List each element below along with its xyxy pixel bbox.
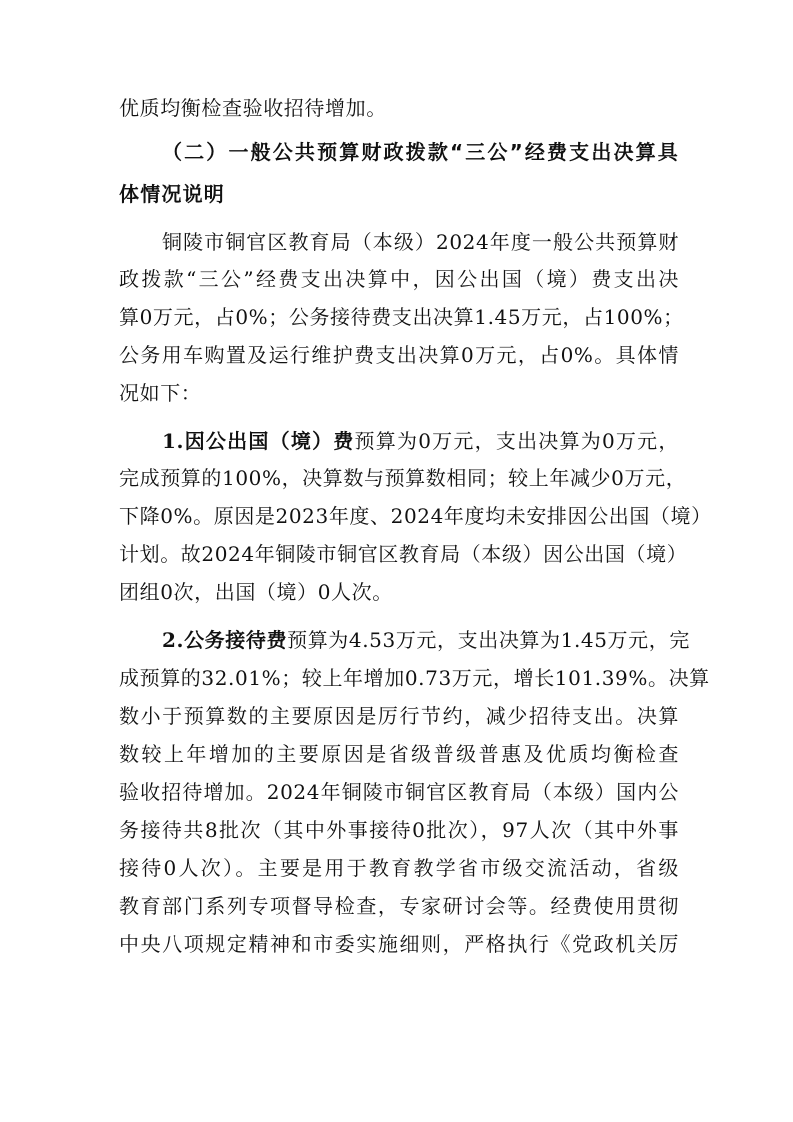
item-1-label: 1.因公出国（境）费 <box>162 429 355 453</box>
paragraph-3-line-1 <box>162 626 690 654</box>
paragraph-2-line-4: 计划。故2024年铜陵市铜官区教育局（本级）因公出国（境） <box>119 542 688 566</box>
item-1-text: 预算为0万元，支出决算为0万元， <box>354 429 679 453</box>
paragraph-3-line-3: 数小于预算数的主要原因是厉行节约，减少招待支出。决算 <box>119 704 679 728</box>
item-2-label: 2.公务接待费 <box>162 628 288 652</box>
paragraph-0-line-1: 优质均衡检查验收招待增加。 <box>119 96 387 120</box>
paragraph-1-line-5: 况如下： <box>119 381 202 405</box>
paragraph-3-line-2: 成预算的32.01%；较上年增加0.73万元，增长101.39%。决算 <box>119 666 710 690</box>
paragraph-3-line-8: 教育部门系列专项督导检查，专家研讨会等。经费使用贯彻 <box>119 894 679 918</box>
paragraph-2-line-5: 团组0次，出国（境）0人次。 <box>119 580 393 604</box>
paragraph-1-line-4: 公务用车购置及运行维护费支出决算0万元，占0%。具体情 <box>119 343 679 367</box>
paragraph-1-line-3: 算0万元，占0%；公务接待费支出决算1.45万元，占100%； <box>119 305 684 329</box>
section-heading-line-2: 体情况说明 <box>119 182 225 206</box>
paragraph-1-line-1: 铜陵市铜官区教育局（本级）2024年度一般公共预算财 <box>162 230 679 254</box>
paragraph-3-line-5: 验收招待增加。2024年铜陵市铜官区教育局（本级）国内公 <box>119 780 679 804</box>
paragraph-3-line-7: 接待0人次）。主要是用于教育教学省市级交流活动，省级 <box>119 856 679 880</box>
section-heading-line-1: （二）一般公共预算财政拨款“三公”经费支出决算具 <box>162 140 679 164</box>
paragraph-3-line-9: 中央八项规定精神和市委实施细则，严格执行《党政机关厉 <box>119 932 679 956</box>
paragraph-3-line-6: 务接待共8批次（其中外事接待0批次），97人次（其中外事 <box>119 818 679 842</box>
paragraph-2-line-2: 完成预算的100%，决算数与预算数相同；较上年减少0万元， <box>119 466 687 490</box>
paragraph-1-line-2: 政拨款“三公”经费支出决算中，因公出国（境）费支出决 <box>119 267 679 291</box>
paragraph-2-line-1 <box>162 427 679 455</box>
item-2-text: 预算为4.53万元，支出决算为1.45万元，完 <box>287 628 690 652</box>
paragraph-3-line-4: 数较上年增加的主要原因是省级普级普惠及优质均衡检查 <box>119 742 679 766</box>
paragraph-2-line-3: 下降0%。原因是2023年度、2024年度均未安排因公出国（境） <box>119 504 712 528</box>
